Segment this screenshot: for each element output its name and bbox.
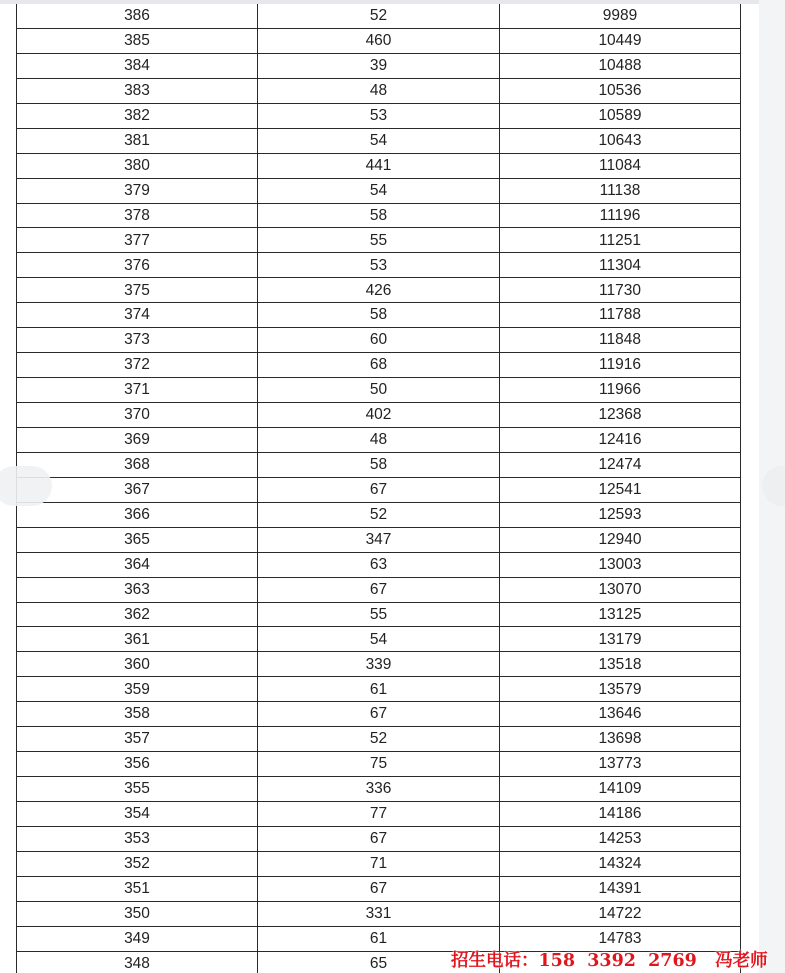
cell-cumulative: 12474 bbox=[500, 452, 741, 477]
cell-count: 67 bbox=[258, 876, 500, 901]
cell-score: 351 bbox=[17, 876, 258, 901]
cell-cumulative: 11138 bbox=[500, 178, 741, 203]
cell-cumulative: 11196 bbox=[500, 203, 741, 228]
table-row bbox=[17, 103, 741, 128]
cell-cumulative: 11966 bbox=[500, 378, 741, 403]
cell-cumulative: 14783 bbox=[500, 926, 741, 951]
cell-count: 67 bbox=[258, 577, 500, 602]
cell-count: 67 bbox=[258, 477, 500, 502]
cell-cumulative: 13698 bbox=[500, 727, 741, 752]
cell-score: 370 bbox=[17, 403, 258, 428]
cell-score: 353 bbox=[17, 826, 258, 851]
cell-score: 372 bbox=[17, 353, 258, 378]
cell-count: 58 bbox=[258, 452, 500, 477]
table-row bbox=[17, 278, 741, 303]
cell-score: 373 bbox=[17, 328, 258, 353]
cell-cumulative: 13579 bbox=[500, 677, 741, 702]
cell-score: 366 bbox=[17, 502, 258, 527]
cell-count: 336 bbox=[258, 777, 500, 802]
cell-cumulative: 13070 bbox=[500, 577, 741, 602]
cell-count: 60 bbox=[258, 328, 500, 353]
cell-cumulative: 14253 bbox=[500, 826, 741, 851]
cell-cumulative: 12368 bbox=[500, 403, 741, 428]
table-row bbox=[17, 228, 741, 253]
table-row bbox=[17, 602, 741, 627]
cell-count: 55 bbox=[258, 228, 500, 253]
cell-cumulative: 12593 bbox=[500, 502, 741, 527]
cell-cumulative: 10536 bbox=[500, 78, 741, 103]
table-row bbox=[17, 876, 741, 901]
table-row bbox=[17, 303, 741, 328]
table-row bbox=[17, 203, 741, 228]
cell-score: 384 bbox=[17, 53, 258, 78]
cell-count: 75 bbox=[258, 752, 500, 777]
table-row bbox=[17, 552, 741, 577]
cell-cumulative: 14186 bbox=[500, 802, 741, 827]
cell-count: 52 bbox=[258, 727, 500, 752]
cell-score: 350 bbox=[17, 901, 258, 926]
cell-count: 54 bbox=[258, 627, 500, 652]
table-row bbox=[17, 153, 741, 178]
cell-score: 374 bbox=[17, 303, 258, 328]
table-row bbox=[17, 427, 741, 452]
cell-score: 348 bbox=[17, 951, 258, 973]
table-row bbox=[17, 702, 741, 727]
cell-score: 355 bbox=[17, 777, 258, 802]
table-row bbox=[17, 378, 741, 403]
cell-score: 358 bbox=[17, 702, 258, 727]
score-distribution-table bbox=[16, 4, 741, 973]
cell-score: 376 bbox=[17, 253, 258, 278]
cell-count: 63 bbox=[258, 552, 500, 577]
cell-score: 378 bbox=[17, 203, 258, 228]
cell-score: 359 bbox=[17, 677, 258, 702]
table-row bbox=[17, 926, 741, 951]
cell-cumulative: 13179 bbox=[500, 627, 741, 652]
cell-score: 375 bbox=[17, 278, 258, 303]
table-row bbox=[17, 851, 741, 876]
cell-cumulative: 13125 bbox=[500, 602, 741, 627]
contact-watermark: 招生电话：158 3392 2769 冯老师 bbox=[451, 951, 768, 971]
cell-score: 385 bbox=[17, 28, 258, 53]
cell-count: 58 bbox=[258, 203, 500, 228]
cell-score: 367 bbox=[17, 477, 258, 502]
cell-score: 386 bbox=[17, 4, 258, 28]
cell-score: 352 bbox=[17, 851, 258, 876]
cell-count: 61 bbox=[258, 677, 500, 702]
table-row bbox=[17, 652, 741, 677]
table-row bbox=[17, 752, 741, 777]
cell-count: 339 bbox=[258, 652, 500, 677]
cell-score: 360 bbox=[17, 652, 258, 677]
table-row bbox=[17, 78, 741, 103]
cell-count: 48 bbox=[258, 78, 500, 103]
cell-cumulative: 14722 bbox=[500, 901, 741, 926]
table-row bbox=[17, 178, 741, 203]
cell-score: 356 bbox=[17, 752, 258, 777]
table-row bbox=[17, 502, 741, 527]
cell-count: 39 bbox=[258, 53, 500, 78]
cell-cumulative: 14391 bbox=[500, 876, 741, 901]
prev-page-button[interactable] bbox=[0, 466, 52, 506]
table-body bbox=[17, 4, 741, 973]
cell-count: 52 bbox=[258, 4, 500, 28]
cell-cumulative: 13518 bbox=[500, 652, 741, 677]
cell-score: 380 bbox=[17, 153, 258, 178]
table-row bbox=[17, 4, 741, 28]
table-row bbox=[17, 901, 741, 926]
table-row bbox=[17, 802, 741, 827]
cell-cumulative: 13646 bbox=[500, 702, 741, 727]
cell-count: 68 bbox=[258, 353, 500, 378]
cell-cumulative: 9989 bbox=[500, 4, 741, 28]
cell-count: 53 bbox=[258, 253, 500, 278]
cell-count: 77 bbox=[258, 802, 500, 827]
cell-score: 361 bbox=[17, 627, 258, 652]
cell-score: 368 bbox=[17, 452, 258, 477]
table-row bbox=[17, 353, 741, 378]
table-row bbox=[17, 53, 741, 78]
cell-count: 55 bbox=[258, 602, 500, 627]
cell-cumulative: 11916 bbox=[500, 353, 741, 378]
cell-score: 364 bbox=[17, 552, 258, 577]
cell-count: 460 bbox=[258, 28, 500, 53]
cell-cumulative: 11788 bbox=[500, 303, 741, 328]
cell-cumulative: 10643 bbox=[500, 128, 741, 153]
cell-count: 54 bbox=[258, 128, 500, 153]
cell-cumulative: 14324 bbox=[500, 851, 741, 876]
cell-score: 379 bbox=[17, 178, 258, 203]
table-row bbox=[17, 527, 741, 552]
cell-count: 67 bbox=[258, 826, 500, 851]
cell-cumulative: 10589 bbox=[500, 103, 741, 128]
cell-cumulative: 12541 bbox=[500, 477, 741, 502]
table-row bbox=[17, 777, 741, 802]
cell-score: 349 bbox=[17, 926, 258, 951]
cell-score: 371 bbox=[17, 378, 258, 403]
cell-cumulative: 11304 bbox=[500, 253, 741, 278]
cell-cumulative: 14109 bbox=[500, 777, 741, 802]
cell-cumulative: 10449 bbox=[500, 28, 741, 53]
table-row bbox=[17, 627, 741, 652]
cell-cumulative: 12416 bbox=[500, 427, 741, 452]
cell-count: 52 bbox=[258, 502, 500, 527]
cell-cumulative: 11730 bbox=[500, 278, 741, 303]
table-row bbox=[17, 28, 741, 53]
cell-count: 61 bbox=[258, 926, 500, 951]
cell-score: 369 bbox=[17, 427, 258, 452]
cell-count: 48 bbox=[258, 427, 500, 452]
table-row bbox=[17, 677, 741, 702]
cell-count: 58 bbox=[258, 303, 500, 328]
table-row bbox=[17, 128, 741, 153]
cell-cumulative: 13773 bbox=[500, 752, 741, 777]
cell-count: 347 bbox=[258, 527, 500, 552]
cell-cumulative: 13003 bbox=[500, 552, 741, 577]
table-row bbox=[17, 577, 741, 602]
cell-count: 441 bbox=[258, 153, 500, 178]
document-page bbox=[16, 4, 741, 973]
cell-score: 357 bbox=[17, 727, 258, 752]
table-row bbox=[17, 452, 741, 477]
cell-score: 377 bbox=[17, 228, 258, 253]
table-row bbox=[17, 403, 741, 428]
cell-score: 362 bbox=[17, 602, 258, 627]
cell-count: 53 bbox=[258, 103, 500, 128]
cell-score: 363 bbox=[17, 577, 258, 602]
cell-count: 65 bbox=[258, 951, 500, 973]
cell-count: 71 bbox=[258, 851, 500, 876]
cell-count: 54 bbox=[258, 178, 500, 203]
cell-cumulative: 12940 bbox=[500, 527, 741, 552]
table-row bbox=[17, 328, 741, 353]
cell-cumulative: 11084 bbox=[500, 153, 741, 178]
cell-count: 402 bbox=[258, 403, 500, 428]
cell-score: 354 bbox=[17, 802, 258, 827]
table-row bbox=[17, 253, 741, 278]
cell-score: 383 bbox=[17, 78, 258, 103]
cell-score: 365 bbox=[17, 527, 258, 552]
table-row bbox=[17, 826, 741, 851]
cell-count: 426 bbox=[258, 278, 500, 303]
table-row bbox=[17, 727, 741, 752]
cell-cumulative: 11251 bbox=[500, 228, 741, 253]
cell-cumulative: 10488 bbox=[500, 53, 741, 78]
cell-count: 331 bbox=[258, 901, 500, 926]
cell-count: 67 bbox=[258, 702, 500, 727]
table-row bbox=[17, 477, 741, 502]
cell-count: 50 bbox=[258, 378, 500, 403]
cell-score: 381 bbox=[17, 128, 258, 153]
cell-cumulative: 11848 bbox=[500, 328, 741, 353]
cell-score: 382 bbox=[17, 103, 258, 128]
